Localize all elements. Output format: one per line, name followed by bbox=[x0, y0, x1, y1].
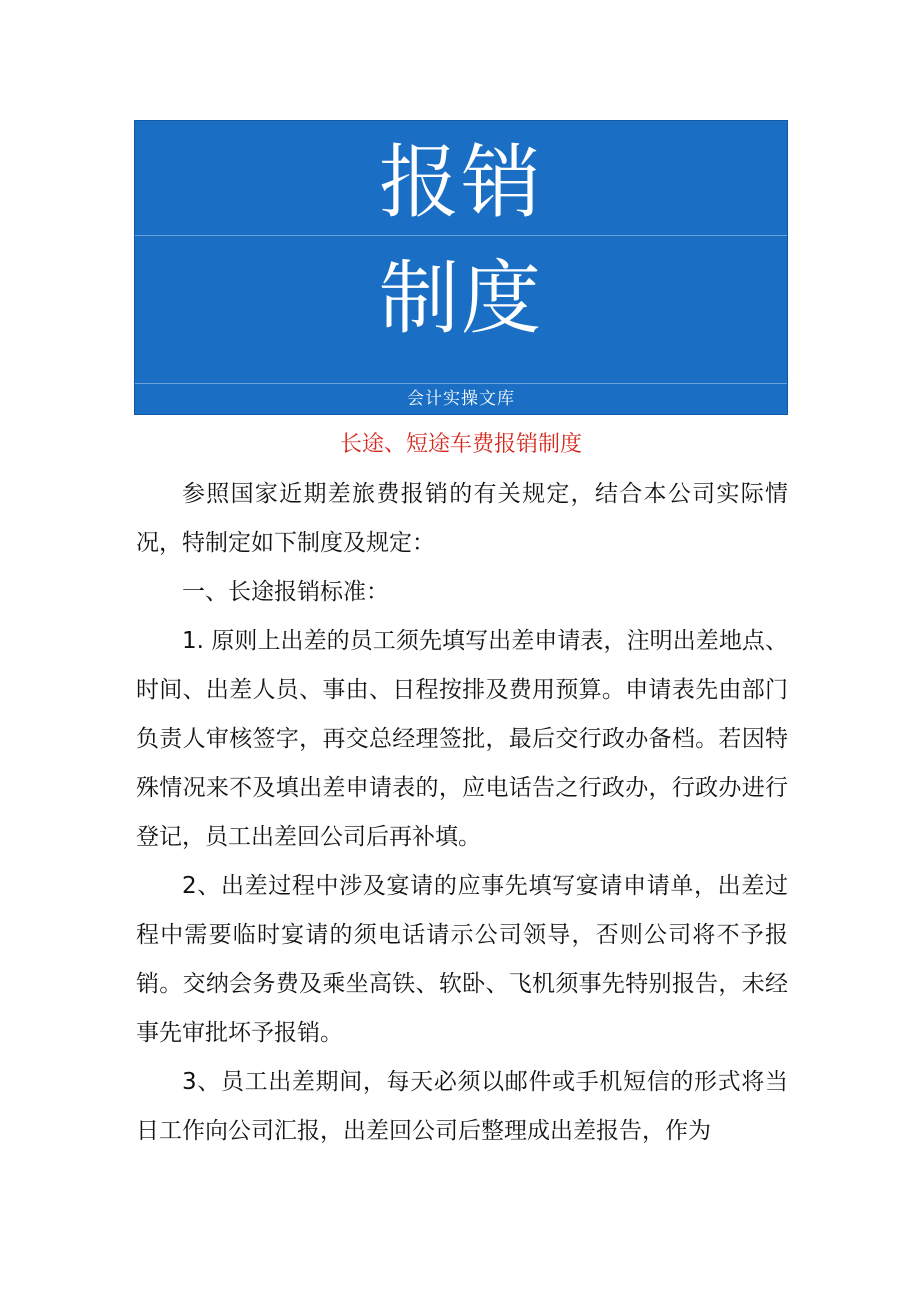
document-title: 长途、短途车费报销制度 bbox=[339, 432, 582, 457]
paragraph-intro: 参照国家近期差旅费报销的有关规定，结合本公司实际情况，特制定如下制度及规定： bbox=[136, 481, 788, 556]
cover-divider-bottom bbox=[135, 383, 787, 384]
section-heading-long-distance: 一、长途报销标准： bbox=[182, 579, 389, 605]
paragraph-item-3: 3、员工出差期间，每天必须以邮件或手机短信的形式将当日工作向公司汇报，出差回公司后整理成出差报告，作为 bbox=[136, 1069, 788, 1144]
cover-title-line2: 制度 bbox=[379, 252, 543, 345]
paragraph-item-1: 1. 原则上出差的员工须先填写出差申请表，注明出差地点、时间、出差人员、事由、日程按排及费用预算。申请表先由部门负责人审核签字，再交总经理签批，最后交行政办备档。若因特殊情况来不及填出差申请表的，应电话告之行政办，行政办进行登记，员工出差回公司后再补填。 bbox=[136, 628, 788, 850]
document-body bbox=[136, 470, 788, 1156]
cover-title-line1: 报销 bbox=[379, 136, 543, 229]
paragraph-item-2: 2、出差过程中涉及宴请的应事先填写宴请申请单，出差过程中需要临时宴请的须电话请示公司领导，否则公司将不予报销。交纳会务费及乘坐高铁、软卧、飞机须事先特别报告，未经事先审批坏予报销。 bbox=[136, 873, 788, 1046]
cover-banner bbox=[134, 120, 788, 415]
cover-divider-top bbox=[135, 235, 787, 236]
cover-subtitle: 会计实操文库 bbox=[407, 389, 515, 409]
